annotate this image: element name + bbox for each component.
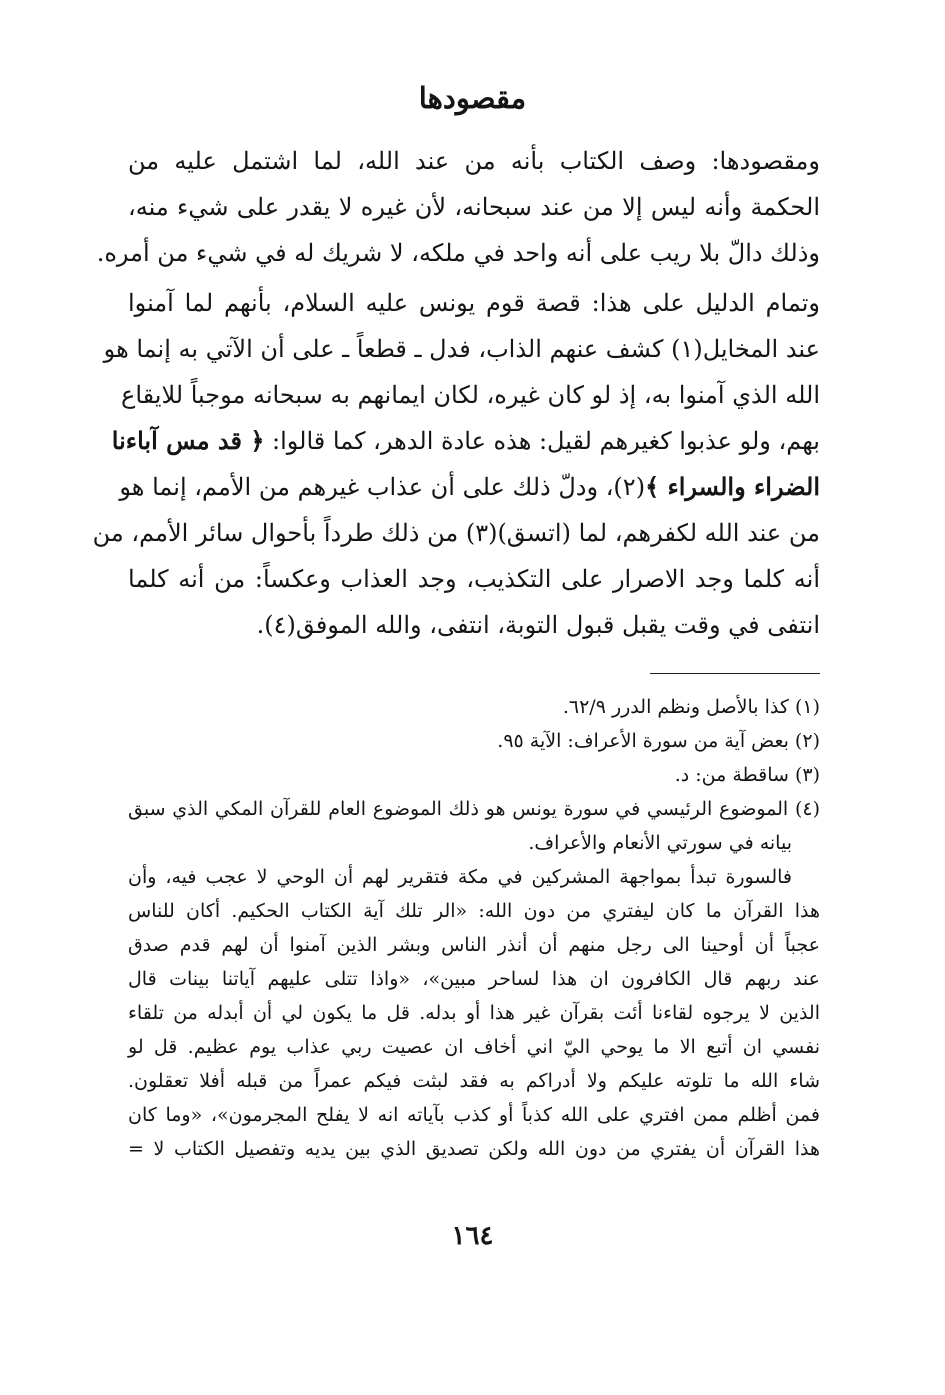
text-line-quran-end [119, 464, 820, 510]
quran-verse-end: الضراء والسراء ﴾(٢)، ودلّ ذلك على أن عذاب غيرهم من الأمم، إنما هو [119, 472, 820, 501]
footnote-4-cont-line: هذا القرآن ما كان ليفتري من دون الله: «الر تلك آية الكتاب الحكيم. أكان للناس [128, 900, 820, 922]
footnote-4-cont-line: فمن أظلم ممن افتري على الله كذباً أو كذب بآياته انه لا يفلح المجرمون»، «وما كان [128, 1104, 820, 1126]
paragraph-2 [92, 280, 820, 648]
footnote-4-cont-line: هذا القرآن أن يفتري من دون الله ولكن تصديق الذي بين يديه وتفصيل الكتاب لا = [128, 1138, 821, 1160]
quran-text: ﴿ قد مس آباءنا [111, 426, 265, 455]
footnote-4-cont-line: نفسي ان أتبع الا ما يوحي اليّ اني أخاف ان عصيت ربي عذاب يوم عظيم. قل لو [128, 1036, 820, 1058]
text-line: من عند الله لكفرهم، لما (اتسق)(٣) من ذلك طرداً بأحوال سائر الأمم، من [92, 519, 820, 547]
quran-text: الضراء والسراء ﴾ [645, 472, 820, 501]
text-line: عند المخايل(١) كشف عنهم الذاب، فدل ـ قطعاً ـ على أن الآتي به إنما هو [103, 335, 820, 363]
footnote-4-cont-line: فالسورة تبدأ بمواجهة المشركين في مكة فتقرير لهم أن الوحي لا عجب فيه، وأن [128, 866, 793, 888]
quran-verse-start: بهم، ولو عذبوا كغيرهم لقيل: هذه عادة الدهر، كما قالوا: ﴿ قد مس آباءنا [111, 426, 820, 455]
footnote-4-cont-line: شاء الله ما تلوته عليكم ولا أدراكم به فقد لبثت فيكم عمراً من قبله أفلا تعقلون. [128, 1070, 820, 1092]
footnote-3: (٣) ساقطة من: د. [674, 764, 820, 786]
footnote-2: (٢) بعض آية من سورة الأعراف: الآية ٩٥. [497, 730, 820, 752]
text-line: وتمام الدليل على هذا: قصة قوم يونس عليه السلام، بأنهم لما آمنوا [128, 289, 820, 317]
footnote-4-cont-line: الذين لا يرجوه لقاءنا أئت بقرآن غير هذا أو بدله. قل ما يكون لي أن أبدله من تلقاء [128, 1002, 820, 1024]
paragraph-1 [96, 138, 820, 276]
text-line: الحكمة وأنه ليس إلا من عند سبحانه، لأن غيره لا يقدر على شيء منه، [128, 193, 820, 221]
text-line: انتفى في وقت يقبل قبول التوبة، انتفى، والله الموفق(٤). [256, 611, 820, 639]
text-line-quran-start [111, 418, 820, 464]
text-line: الله الذي آمنوا به، إذ لو كان غيره، لكان ايمانهم به سبحانه موجباً للايقاع [121, 381, 820, 409]
page-title: مقصودها [418, 81, 527, 115]
footnote-4-line: بيانه في سورتي الأنعام والأعراف. [528, 832, 792, 854]
footnote-4-cont-line: عند ربهم قال الكافرون ان هذا لساحر مبين»، «واذا تتلى عليهم آياتنا بينات قال [128, 968, 820, 990]
footnote-4-cont-line: عجباً أن أوحينا الى رجل منهم أن أنذر الناس وبشر الذين آمنوا أن لهم قدم صدق [128, 934, 820, 956]
text-line: ومقصودها: وصف الكتاب بأنه من عند الله، لما اشتمل عليه من [128, 147, 820, 175]
text-line: وذلك دالّ بلا ريب على أنه واحد في ملكه، لا شريك له في شيء من أمره. [96, 239, 820, 267]
footnote-4-line: (٤) الموضوع الرئيسي في سورة يونس هو ذلك الموضوع العام للقرآن المكي الذي سبق [128, 798, 820, 820]
page-number: ١٦٤ [451, 1221, 494, 1251]
footnote-1: (١) كذا بالأصل ونظم الدرر ٦٢/٩. [562, 696, 820, 718]
footnotes [128, 690, 820, 1166]
footnote-separator [650, 673, 820, 674]
text-line: أنه كلما وجد الاصرار على التكذيب، وجد العذاب وعكساً: من أنه كلما [128, 565, 820, 593]
